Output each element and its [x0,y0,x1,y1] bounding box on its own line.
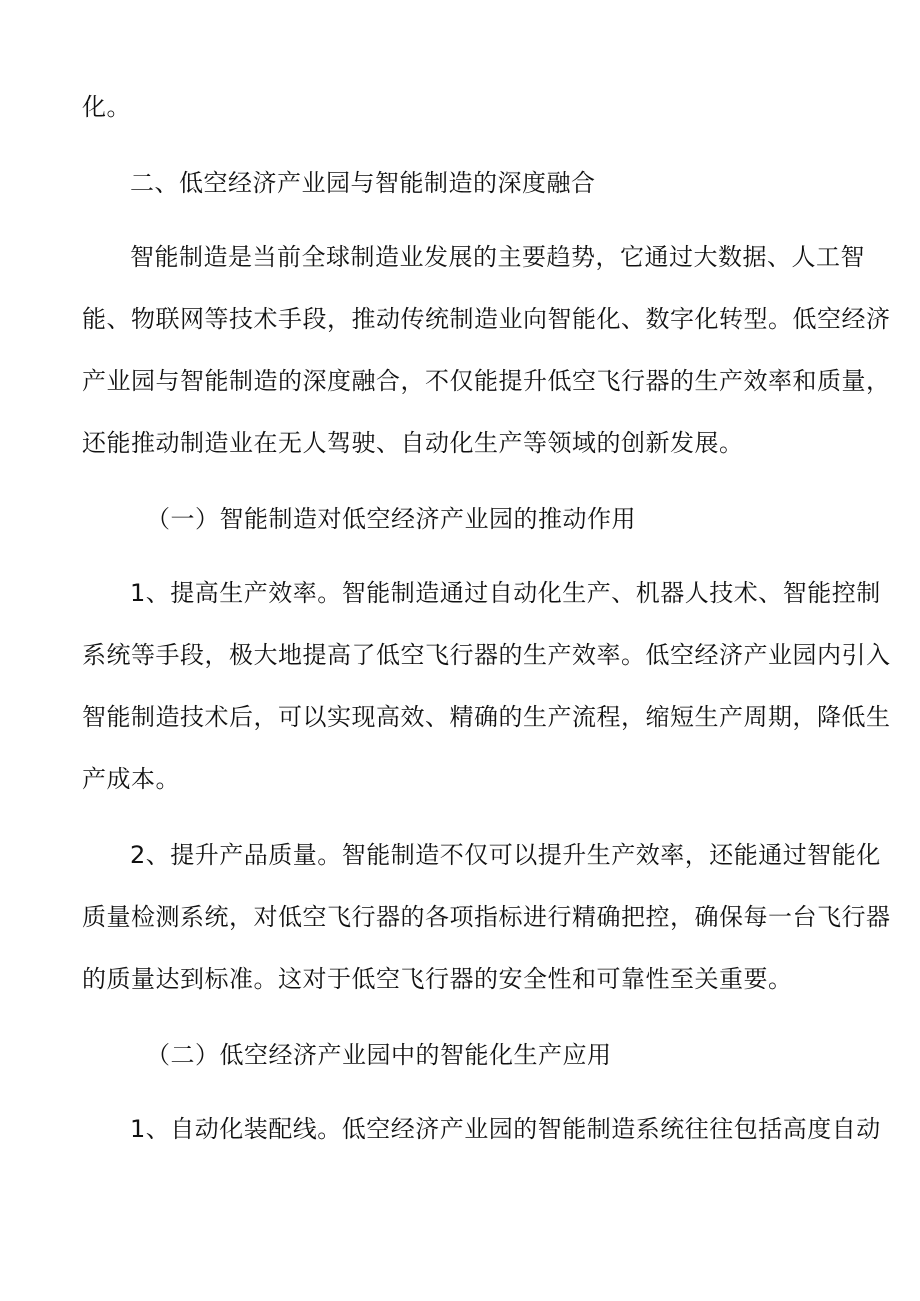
body-text-line: 系统等手段，极大地提高了低空飞行器的生产效率。低空经济产业园内引入 [82,641,891,669]
body-text-line: 产成本。 [82,765,180,793]
body-text-line: 智能制造技术后，可以实现高效、精确的生产流程，缩短生产周期，降低生 [82,703,891,731]
body-text-line: 1、自动化装配线。低空经济产业园的智能制造系统往往包括高度自动 [130,1115,881,1143]
body-text-line: 2、提升产品质量。智能制造不仅可以提升生产效率，还能通过智能化 [130,841,881,869]
subsection-heading: （一）智能制造对低空经济产业园的推动作用 [146,505,636,533]
body-text-line: 化。 [82,93,131,121]
section-heading: 二、低空经济产业园与智能制造的深度融合 [130,169,596,197]
body-text-line: 还能推动制造业在无人驾驶、自动化生产等领域的创新发展。 [82,429,744,457]
body-text-line: 产业园与智能制造的深度融合，不仅能提升低空飞行器的生产效率和质量， [82,367,891,395]
body-text-line: 1、提高生产效率。智能制造通过自动化生产、机器人技术、智能控制 [130,579,881,607]
body-text-line: 智能制造是当前全球制造业发展的主要趋势，它通过大数据、人工智 [130,243,865,271]
body-text-line: 的质量达到标准。这对于低空飞行器的安全性和可靠性至关重要。 [82,965,793,993]
subsection-heading: （二）低空经济产业园中的智能化生产应用 [146,1041,612,1069]
body-text-line: 能、物联网等技术手段，推动传统制造业向智能化、数字化转型。低空经济 [82,305,891,333]
body-text-line: 质量检测系统，对低空飞行器的各项指标进行精确把控，确保每一台飞行器 [82,903,891,931]
